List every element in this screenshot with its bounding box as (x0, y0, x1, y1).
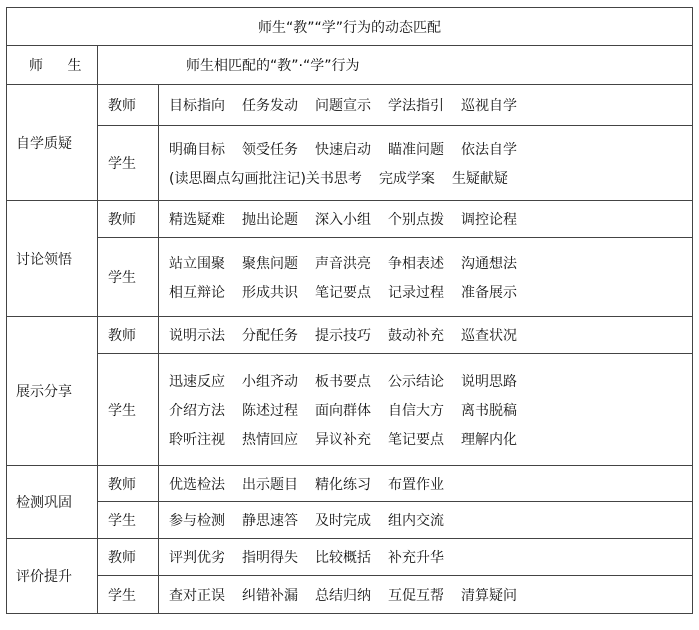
behavior-item: 笔记要点 (388, 431, 444, 448)
behavior-item: 及时完成 (315, 513, 371, 529)
behavior-item: 聆听注视 (169, 431, 225, 448)
behavior-list (159, 317, 693, 354)
behavior-item: 生疑献疑 (451, 170, 508, 187)
behavior-item: 迅速反应 (169, 373, 225, 390)
stage-student-row (7, 576, 693, 614)
header-teacher-student: 师 生 (7, 46, 98, 85)
behavior-item: 说明思路 (461, 373, 517, 390)
behavior-line (169, 424, 692, 453)
behavior-line (169, 277, 692, 306)
behavior-item: 出示题目 (242, 476, 298, 493)
behavior-item: 静思速答 (242, 513, 298, 529)
behavior-item: 领受任务 (242, 141, 298, 158)
behavior-list (159, 201, 693, 238)
behavior-list (159, 126, 693, 201)
stage-student-row (7, 126, 693, 201)
behavior-matching-table (6, 7, 693, 614)
behavior-item: 聚焦问题 (242, 255, 298, 272)
behavior-list (159, 576, 693, 614)
behavior-item: 介绍方法 (169, 402, 225, 419)
stage-student-row (7, 502, 693, 539)
header-row (7, 46, 693, 85)
behavior-item: 总结归纳 (315, 587, 371, 604)
behavior-item: (读思圈点勾画批注记)关书思考 (169, 170, 362, 187)
stage-teacher-row (7, 539, 693, 576)
behavior-item: 深入小组 (315, 212, 371, 228)
behavior-item: 自信大方 (388, 402, 444, 419)
behavior-item: 明确目标 (169, 141, 225, 158)
role-teacher: 教师 (98, 317, 159, 354)
behavior-item: 理解内化 (461, 431, 517, 448)
role-teacher: 教师 (98, 201, 159, 238)
stage-teacher-row (7, 466, 693, 502)
behavior-line (169, 366, 692, 395)
behavior-item: 依法自学 (461, 141, 517, 158)
behavior-item: 完成学案 (378, 170, 435, 187)
behavior-line (169, 91, 692, 120)
behavior-item: 问题宣示 (315, 98, 371, 114)
behavior-item: 清算疑问 (461, 587, 517, 604)
stage-student-row (7, 354, 693, 466)
role-teacher: 教师 (98, 466, 159, 502)
behavior-item: 快速启动 (315, 141, 371, 158)
stage-student-row (7, 238, 693, 317)
behavior-item: 说明示法 (169, 328, 225, 344)
behavior-item: 相互辩论 (169, 284, 225, 301)
behavior-line (169, 248, 692, 277)
behavior-item: 准备展示 (461, 284, 517, 301)
stage-name: 评价提升 (7, 539, 98, 614)
role-student: 学生 (98, 576, 159, 614)
behavior-item: 陈述过程 (242, 402, 298, 419)
behavior-list (159, 466, 693, 502)
behavior-item: 站立围聚 (169, 255, 225, 272)
behavior-item: 提示技巧 (315, 328, 371, 344)
behavior-item: 互促互帮 (388, 587, 444, 604)
behavior-item: 公示结论 (388, 373, 444, 390)
behavior-item: 记录过程 (388, 284, 444, 301)
stage-teacher-row (7, 201, 693, 238)
behavior-line (169, 580, 692, 609)
behavior-line (169, 395, 692, 424)
behavior-item: 巡查状况 (461, 328, 517, 344)
behavior-item: 鼓动补充 (388, 328, 444, 344)
behavior-line (169, 543, 692, 572)
behavior-item: 补充升华 (388, 550, 444, 566)
behavior-line (169, 321, 692, 350)
behavior-item: 瞄准问题 (388, 141, 444, 158)
stage-name: 自学质疑 (7, 85, 98, 201)
behavior-line (169, 469, 692, 498)
behavior-item: 抛出论题 (242, 212, 298, 228)
header-matched-behaviors: 师生相匹配的“教”·“学”行为 (98, 46, 693, 85)
behavior-item: 精化练习 (315, 476, 371, 493)
behavior-item: 目标指向 (169, 98, 225, 114)
stage-name: 检测巩固 (7, 466, 98, 539)
role-teacher: 教师 (98, 85, 159, 126)
behavior-item: 调控论程 (461, 212, 517, 228)
behavior-item: 巡视自学 (461, 98, 517, 114)
role-student: 学生 (98, 354, 159, 466)
behavior-item: 评判优劣 (169, 550, 225, 566)
behavior-item: 布置作业 (388, 476, 444, 493)
table-title: 师生“教”“学”行为的动态匹配 (7, 8, 693, 46)
behavior-line (169, 205, 692, 234)
stage-name: 讨论领悟 (7, 201, 98, 317)
behavior-list (159, 502, 693, 539)
behavior-item: 异议补充 (315, 431, 371, 448)
behavior-item: 分配任务 (242, 328, 298, 344)
behavior-item: 沟通想法 (461, 255, 517, 272)
behavior-item: 指明得失 (242, 550, 298, 566)
behavior-item: 笔记要点 (315, 284, 371, 301)
behavior-item: 优选检法 (169, 476, 225, 493)
behavior-item: 形成共识 (242, 284, 298, 301)
behavior-item: 个别点拨 (388, 212, 444, 228)
role-student: 学生 (98, 502, 159, 539)
behavior-item: 热情回应 (242, 431, 298, 448)
behavior-line (169, 134, 692, 163)
behavior-item: 纠错补漏 (242, 587, 298, 604)
role-student: 学生 (98, 126, 159, 201)
behavior-list (159, 354, 693, 466)
behavior-item: 声音洪亮 (315, 255, 371, 272)
behavior-item: 离书脱稿 (461, 402, 517, 419)
behavior-list (159, 539, 693, 576)
stage-teacher-row (7, 85, 693, 126)
behavior-list (159, 85, 693, 126)
behavior-item: 任务发动 (242, 98, 298, 114)
behavior-item: 学法指引 (388, 98, 444, 114)
behavior-item: 组内交流 (388, 513, 444, 529)
behavior-item: 精选疑难 (169, 212, 225, 228)
role-teacher: 教师 (98, 539, 159, 576)
title-row (7, 8, 693, 46)
stage-name: 展示分享 (7, 317, 98, 466)
behavior-item: 小组齐动 (242, 373, 298, 390)
stage-teacher-row (7, 317, 693, 354)
behavior-line (169, 506, 692, 535)
behavior-item: 争相表述 (388, 255, 444, 272)
behavior-item: 查对正误 (169, 587, 225, 604)
behavior-item: 比较概括 (315, 550, 371, 566)
behavior-item: 参与检测 (169, 513, 225, 529)
behavior-line (169, 163, 692, 192)
behavior-item: 板书要点 (315, 373, 371, 390)
role-student: 学生 (98, 238, 159, 317)
behavior-list (159, 238, 693, 317)
behavior-item: 面向群体 (315, 402, 371, 419)
